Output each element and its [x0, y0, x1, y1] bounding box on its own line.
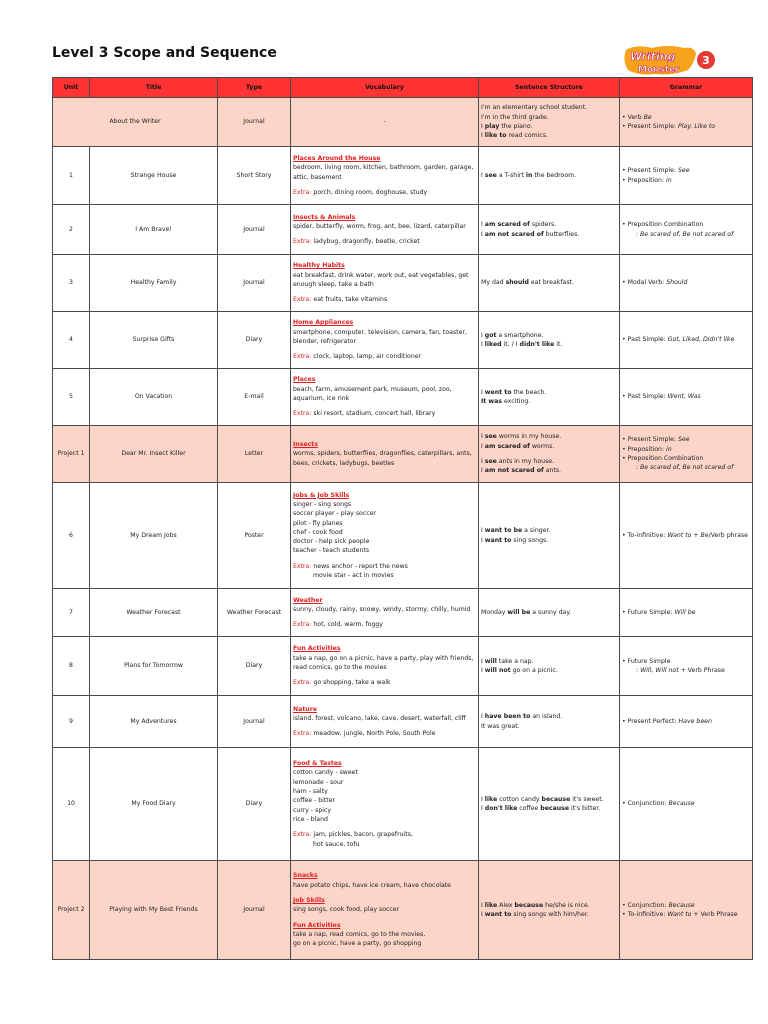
title-cell: Plans for Tomorrow — [90, 637, 218, 696]
vocab-cell: Fun Activities take a nap, go on a picnic, have a party, play with friends, read comics, go to the movies Extra: go shopping, take a walk — [291, 637, 479, 696]
sentence-cell: I got a smartphone. I liked it. / I didn't like it. — [479, 312, 620, 369]
sentence-cell: I went to the beach. It was exciting. — [479, 369, 620, 426]
sentence-cell: I'm an elementary school student. I'm in the third grade. I play the piano. I like to read comics. — [479, 98, 620, 147]
sentence-cell: I see worms in my house. I am scared of worms. I see ants in my house. I am not scared of ants. — [479, 426, 620, 483]
sentence-cell: I have been to an island. It was great. — [479, 696, 620, 748]
grammar-cell: • Modal Verb: Should — [620, 255, 753, 312]
unit-cell: 6 — [53, 483, 90, 589]
vocab-cell: Food & Tastes cotton candy - sweet lemonade - sour ham - salty coffee - bitter curry - spicy rice - bland Extra: jam, pickles, bacon, grapefruits, hot sauce, tofu — [291, 748, 479, 861]
header-unit: Unit — [53, 78, 90, 98]
grammar-cell: • Future Simple: Will be — [620, 589, 753, 637]
table-row — [53, 147, 753, 205]
grammar-cell: • To-infinitive: Want to + Be/Verb phrase — [620, 483, 753, 589]
scope-sequence-table — [52, 77, 753, 960]
type-cell: Letter — [218, 426, 291, 483]
sentence-cell: I like cotton candy because it's sweet. I don't like coffee because it's bitter. — [479, 748, 620, 861]
vocab-cell: Jobs & Job Skills singer - sing songs soccer player - play soccer pilot - fly planes chef - cook food doctor - help sick people teacher - teach students Extra: news anchor - report the news movie star - act in movies — [291, 483, 479, 589]
title-cell: Dear Mr. Insect Killer — [90, 426, 218, 483]
sentence-cell: I will take a nap. I will not go on a picnic. — [479, 637, 620, 696]
unit-cell: 10 — [53, 748, 90, 861]
unit-cell: Project 1 — [53, 426, 90, 483]
type-cell: Diary — [218, 748, 291, 861]
title-cell: Healthy Family — [90, 255, 218, 312]
type-cell: Journal — [218, 861, 291, 960]
grammar-cell: • Present Perfect: Have been — [620, 696, 753, 748]
title-cell: On Vacation — [90, 369, 218, 426]
vocab-cell: Insects & Animals spider, butterfly, worm, frog, ant, bee, lizard, caterpillar Extra: ladybug, dragonfly, beetle, cricket — [291, 205, 479, 255]
header-type: Type — [218, 78, 291, 98]
header-sentence-structure: Sentence Structure — [479, 78, 620, 98]
grammar-cell: • Future Simple : Will, Will not + Verb Phrase — [620, 637, 753, 696]
vocab-cell: Nature island, forest, volcano, lake, cave, desert, waterfall, cliff Extra: meadow, jungle, North Pole, South Pole — [291, 696, 479, 748]
title-cell: My Dream Jobs — [90, 483, 218, 589]
sentence-cell: I want to be a singer. I want to sing songs. — [479, 483, 620, 589]
unit-cell: 5 — [53, 369, 90, 426]
table-row — [53, 426, 753, 483]
grammar-cell: • Conjunction: Because • To-infinitive: Want to + Verb Phrase — [620, 861, 753, 960]
title-cell: I Am Brave! — [90, 205, 218, 255]
grammar-cell: • Past Simple: Got, Liked, Didn't like — [620, 312, 753, 369]
unit-cell: 4 — [53, 312, 90, 369]
vocab-cell: Weather sunny, cloudy, rainy, snowy, windy, stormy, chilly, humid Extra: hot, cold, warm, foggy — [291, 589, 479, 637]
unit-cell: Project 2 — [53, 861, 90, 960]
title-cell: Strange House — [90, 147, 218, 205]
type-cell: Weather Forecast — [218, 589, 291, 637]
vocab-cell: Places Around the House bedroom, living room, kitchen, bathroom, garden, garage, attic, basement Extra: porch, dining room, doghouse, study — [291, 147, 479, 205]
page-title: Level 3 Scope and Sequence — [52, 45, 277, 61]
type-cell: Journal — [218, 98, 291, 147]
grammar-cell: • Present Simple: See • Preposition: in • Preposition Combination : Be scared of, Be not scared of — [620, 426, 753, 483]
table-row — [53, 205, 753, 255]
type-cell: Diary — [218, 637, 291, 696]
title-cell: About the Writer — [53, 98, 218, 147]
sentence-cell: Monday will be a sunny day. — [479, 589, 620, 637]
vocab-cell: Home Appliances smartphone, computer, television, camera, fan, toaster, blender, refrigerator Extra: clock, laptop, lamp, air conditioner — [291, 312, 479, 369]
grammar-cell: • Past Simple: Went, Was — [620, 369, 753, 426]
header-grammar: Grammar — [620, 78, 753, 98]
vocab-cell: Healthy Habits eat breakfast, drink water, work out, eat vegetables, get enough sleep, take a bath Extra: eat fruits, take vitamins — [291, 255, 479, 312]
writing-monster-logo — [622, 44, 718, 78]
type-cell: Short Story — [218, 147, 291, 205]
type-cell: Poster — [218, 483, 291, 589]
table-row — [53, 861, 753, 960]
table-row — [53, 637, 753, 696]
type-cell: Journal — [218, 205, 291, 255]
type-cell: E-mail — [218, 369, 291, 426]
type-cell: Journal — [218, 255, 291, 312]
table-row — [53, 696, 753, 748]
table-row — [53, 98, 753, 147]
title-cell: Surprise Gifts — [90, 312, 218, 369]
svg-text:3: 3 — [702, 54, 710, 67]
title-cell: My Food Diary — [90, 748, 218, 861]
grammar-cell: • Conjunction: Because — [620, 748, 753, 861]
vocab-cell: Places beach, farm, amusement park, museum, pool, zoo, aquarium, ice rink Extra: ski resort, stadium, concert hall, library — [291, 369, 479, 426]
grammar-cell: • Preposition Combination : Be scared of, Be not scared of — [620, 205, 753, 255]
unit-cell: 7 — [53, 589, 90, 637]
table-row — [53, 748, 753, 861]
sentence-cell: My dad should eat breakfast. — [479, 255, 620, 312]
grammar-cell: • Present Simple: See • Preposition: in — [620, 147, 753, 205]
type-cell: Diary — [218, 312, 291, 369]
header-title: Title — [90, 78, 218, 98]
unit-cell: 8 — [53, 637, 90, 696]
sentence-cell: I like Alex because he/she is nice. I want to sing songs with him/her. — [479, 861, 620, 960]
table-row — [53, 483, 753, 589]
type-cell: Journal — [218, 696, 291, 748]
title-cell: Weather Forecast — [90, 589, 218, 637]
unit-cell: 1 — [53, 147, 90, 205]
unit-cell: 2 — [53, 205, 90, 255]
svg-text:Writing: Writing — [630, 50, 676, 63]
title-cell: Playing with My Best Friends — [90, 861, 218, 960]
svg-text:Monster: Monster — [638, 65, 680, 75]
table-row — [53, 312, 753, 369]
table-header-row — [53, 78, 753, 98]
vocab-cell: Insects worms, spiders, butterflies, dragonflies, caterpillars, ants, bees, crickets, ladybugs, beetles — [291, 426, 479, 483]
table-row — [53, 255, 753, 312]
unit-cell: 9 — [53, 696, 90, 748]
vocab-cell: Snacks have potato chips, have ice cream, have chocolate Job Skills sing songs, cook food, play soccer Fun Activities take a nap, read comics, go to the movies, go on a picnic, have a party, go shopping — [291, 861, 479, 960]
table-row — [53, 369, 753, 426]
table-row — [53, 589, 753, 637]
title-cell: My Adventures — [90, 696, 218, 748]
header-vocabulary: Vocabulary — [291, 78, 479, 98]
sentence-cell: I see a T-shirt in the bedroom. — [479, 147, 620, 205]
unit-cell: 3 — [53, 255, 90, 312]
sentence-cell: I am scared of spiders. I am not scared of butterflies. — [479, 205, 620, 255]
vocab-cell: - — [291, 98, 479, 147]
grammar-cell: • Verb Be • Present Simple: Play, Like to — [620, 98, 753, 147]
